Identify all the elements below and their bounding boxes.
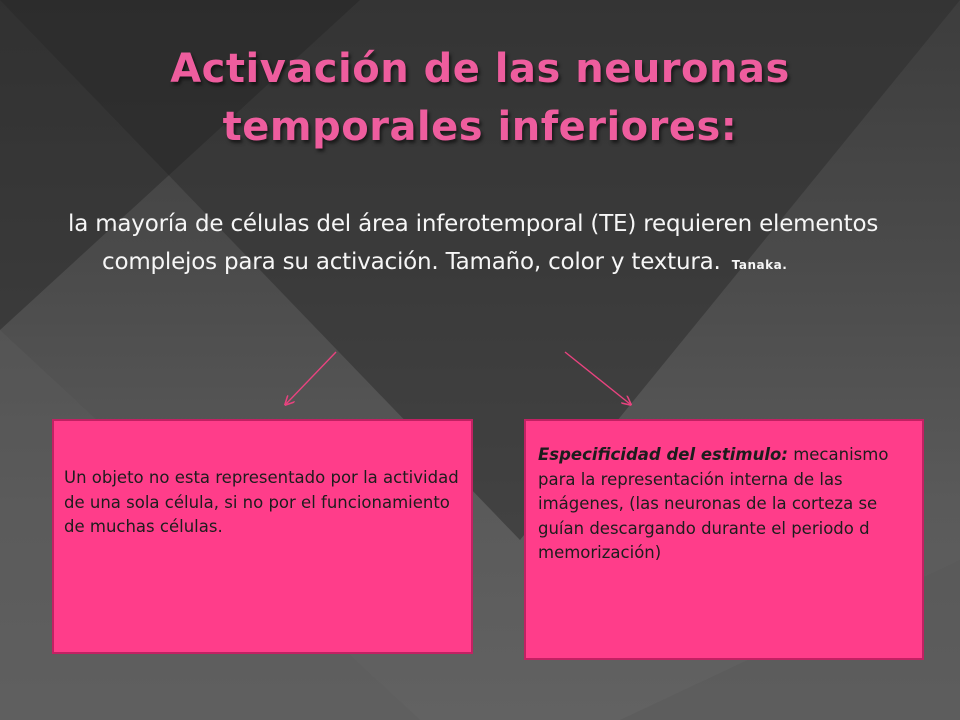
body-citation: Tanaka. — [731, 258, 788, 272]
left-box-text: Un objeto no esta representado por la actividad de una sola célula, si no por el funcionamiento de muchas células. — [64, 468, 459, 536]
right-box-heading: Especificidad del estimulo: — [538, 445, 788, 464]
slide-title: Activación de las neuronas temporales inferiores: — [170, 46, 790, 150]
right-box-text: mecanismo para la representación interna de las imágenes, (las neuronas de la corteza se guían descargando durante el periodo d memorización) — [538, 445, 889, 562]
slide-body-text — [68, 205, 902, 284]
right-content-box — [524, 419, 924, 660]
left-content-box — [52, 419, 473, 654]
body-main-text: la mayoría de células del área inferotemporal (TE) requieren elementos complejos para su activación. Tamaño, color y textura. — [68, 211, 879, 275]
